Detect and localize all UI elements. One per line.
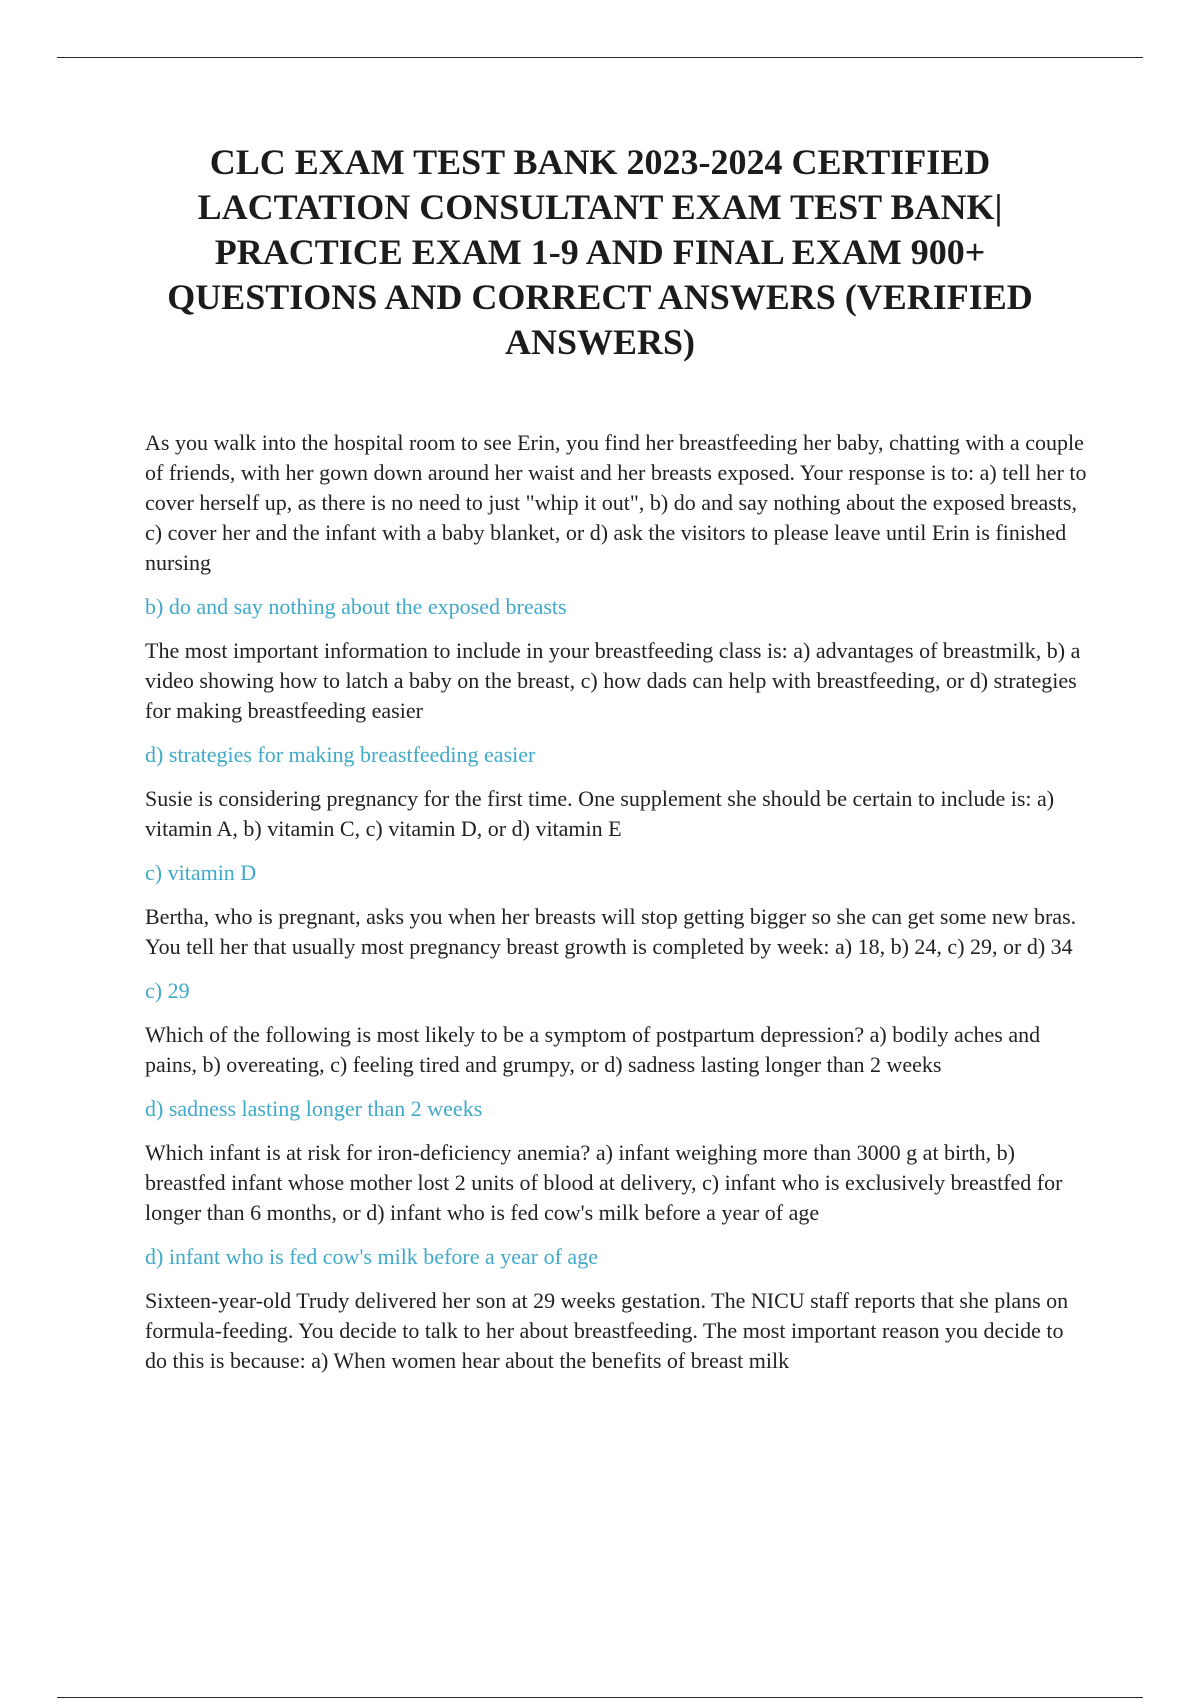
answer-3: c) vitamin D <box>145 860 257 885</box>
question-4: Bertha, who is pregnant, asks you when her breasts will stop getting bigger so she can get some new bras. You tell her that usually most pregnancy breast growth is completed by week: a) 18, b) 24, c) 29, or d) 34 <box>145 904 1077 959</box>
question-6: Which infant is at risk for iron-deficiency anemia? a) infant weighing more than 3000 g at birth, b) breastfed infant whose mother lost 2 units of blood at delivery, c) infant who is exclusively breastfed for longer than 6 months, or d) infant who is fed cow's milk before a year of age <box>145 1140 1063 1225</box>
question-3: Susie is considering pregnancy for the first time. One supplement she should be certain to include is: a) vitamin A, b) vitamin C, c) vitamin D, or d) vitamin E <box>145 786 1055 841</box>
answer-1: b) do and say nothing about the exposed breasts <box>145 594 567 619</box>
bottom-rule <box>57 1697 1143 1698</box>
question-7: Sixteen-year-old Trudy delivered her son at 29 weeks gestation. The NICU staff reports that she plans on formula-feeding. You decide to talk to her about breastfeeding. The most important reason you decide to do this is because: a) When women hear about the benefits of breast milk <box>145 1288 1069 1373</box>
answer-2: d) strategies for making breastfeeding easier <box>145 742 536 767</box>
top-rule <box>57 57 1143 58</box>
answer-5: d) sadness lasting longer than 2 weeks <box>145 1096 483 1121</box>
answer-6: d) infant who is fed cow's milk before a year of age <box>145 1244 598 1269</box>
page-title: CLC EXAM TEST BANK 2023-2024 CERTIFIED LACTATION CONSULTANT EXAM TEST BANK| PRACTICE EXAM 1-9 AND FINAL EXAM 900+ QUESTIONS AND CORRECT ANSWERS (VERIFIED ANSWERS) <box>167 142 1033 362</box>
qa-list <box>145 428 1090 1390</box>
question-2: The most important information to include in your breastfeeding class is: a) advantages of breastmilk, b) a video showing how to latch a baby on the breast, c) how dads can help with breastfeeding, or d) strategies for making breastfeeding easier <box>145 638 1081 723</box>
question-5: Which of the following is most likely to be a symptom of postpartum depression? a) bodily aches and pains, b) overeating, c) feeling tired and grumpy, or d) sadness lasting longer than 2 weeks <box>145 1022 1041 1077</box>
question-1: As you walk into the hospital room to see Erin, you find her breastfeeding her baby, chatting with a couple of friends, with her gown down around her waist and her breasts exposed. Your response is to: a) tell her to cover herself up, as there is no need to just "whip it out", b) do and say nothing about the exposed breasts, c) cover her and the infant with a baby blanket, or d) ask the visitors to please leave until Erin is finished nursing <box>145 430 1087 575</box>
answer-4: c) 29 <box>145 978 190 1003</box>
